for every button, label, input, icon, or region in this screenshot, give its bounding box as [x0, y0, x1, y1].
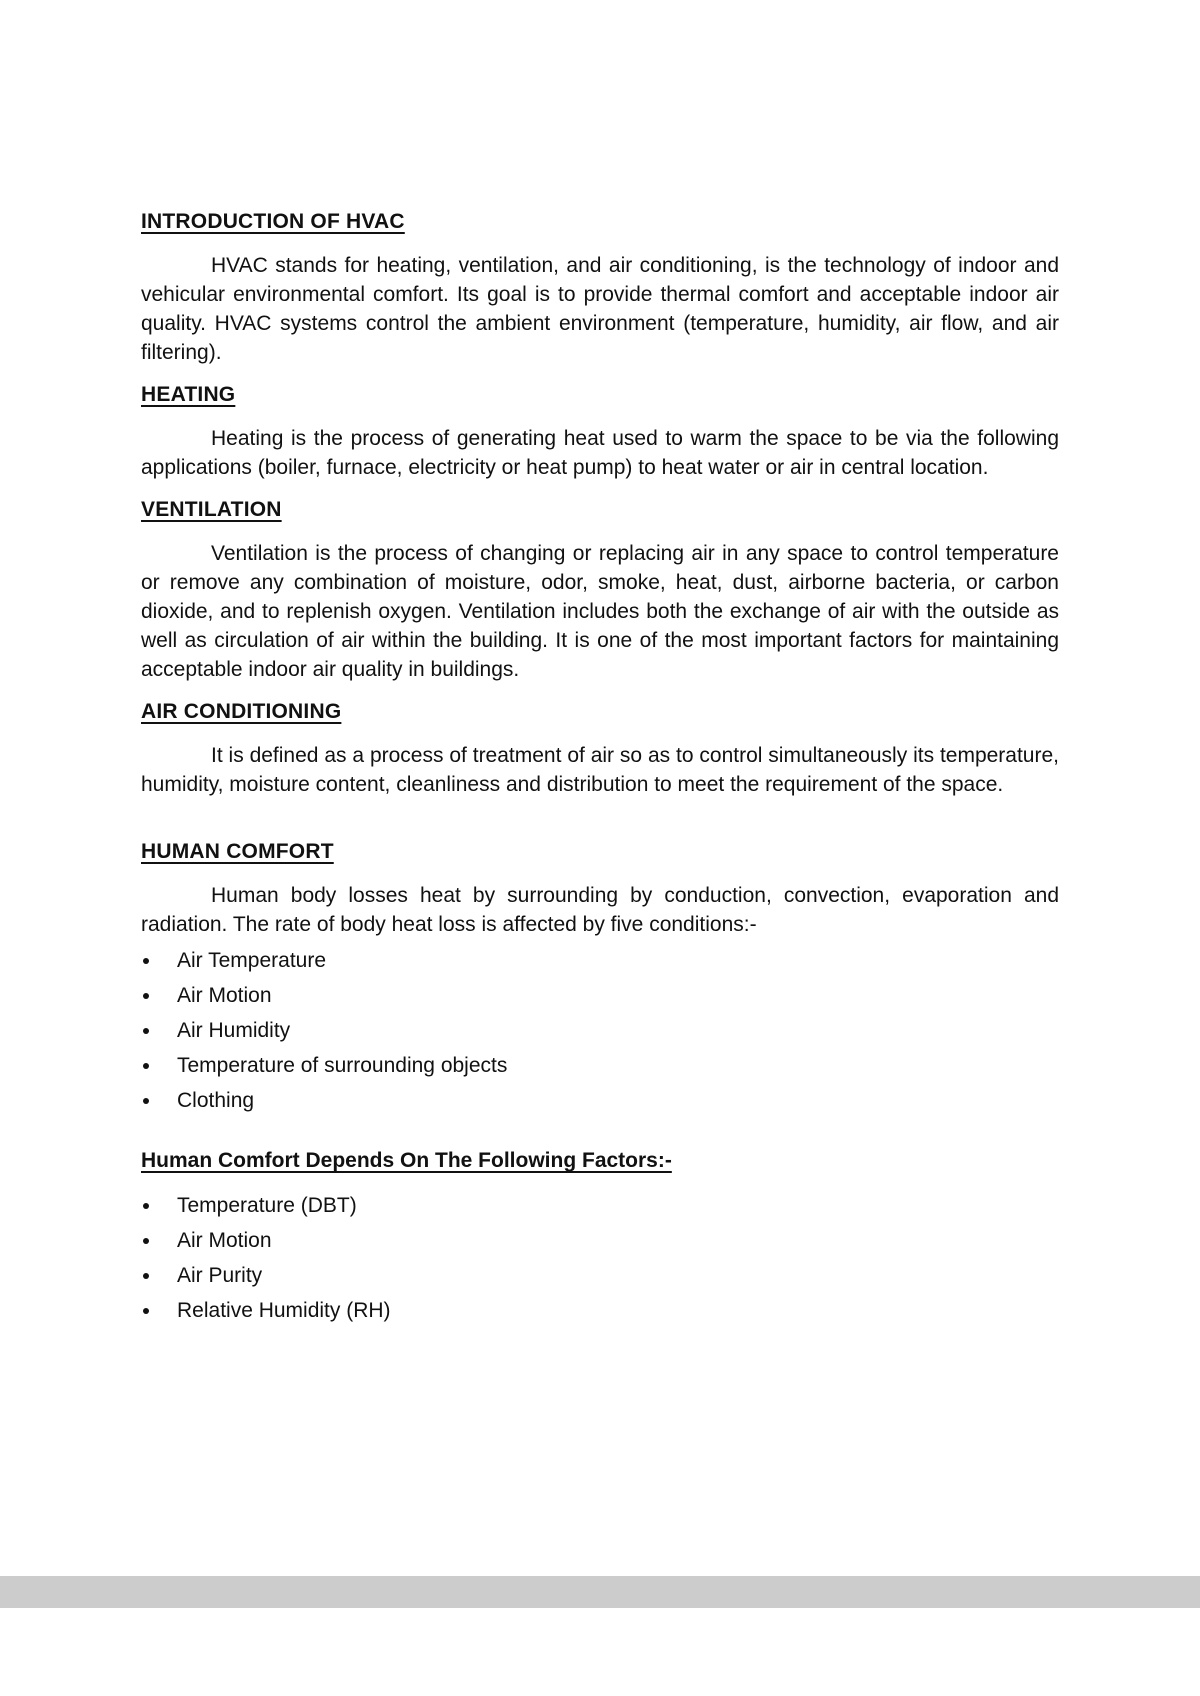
section-ventilation [141, 497, 1059, 684]
bullet-icon [143, 1238, 149, 1244]
heading-introduction: INTRODUCTION OF HVAC [141, 210, 405, 233]
heading-heating: HEATING [141, 383, 236, 406]
list-item-label: Air Humidity [177, 1019, 291, 1042]
bullet-icon [143, 1273, 149, 1279]
bullet-icon [143, 1308, 149, 1314]
list-item-label: Relative Humidity (RH) [177, 1299, 391, 1322]
list-item [141, 978, 1059, 1013]
list-item [141, 1083, 1059, 1118]
list-item [141, 1013, 1059, 1048]
paragraph-ventilation: Ventilation is the process of changing or replacing air in any space to control temperature or remove any combination of moisture, odor, smoke, heat, dust, airborne bacteria, or carbon dioxide, and to replenish oxygen. Ventilation includes both the exchange of air with the outside as well as circulation of air within the building. It is one of the most important factors for maintaining acceptable indoor air quality in buildings. [141, 542, 1059, 681]
subheading-comfort-factors: Human Comfort Depends On The Following Factors:- [141, 1149, 672, 1172]
list-item [141, 943, 1059, 978]
list-item-label: Air Motion [177, 984, 272, 1007]
paragraph-heating: Heating is the process of generating heat used to warm the space to be via the following applications (boiler, furnace, electricity or heat pump) to heat water or air in central location. [141, 427, 1059, 479]
section-introduction [141, 209, 1059, 367]
heading-ventilation: VENTILATION [141, 498, 282, 521]
list-item-label: Air Motion [177, 1229, 272, 1252]
list-item-label: Air Purity [177, 1264, 263, 1287]
list-item-label: Temperature (DBT) [177, 1194, 357, 1217]
bullet-icon [143, 958, 149, 964]
bullet-icon [143, 1063, 149, 1069]
bullet-icon [143, 993, 149, 999]
list-item [141, 1293, 1059, 1328]
bullet-icon [143, 1098, 149, 1104]
list-item [141, 1188, 1059, 1223]
list-item-label: Clothing [177, 1089, 255, 1112]
list-item-label: Air Temperature [177, 949, 327, 972]
list-item [141, 1223, 1059, 1258]
heading-human-comfort: HUMAN COMFORT [141, 840, 334, 863]
bullet-icon [143, 1028, 149, 1034]
list-item [141, 1048, 1059, 1083]
conditions-list [141, 943, 1059, 1118]
list-item [141, 1258, 1059, 1293]
section-air-conditioning [141, 699, 1059, 799]
heading-air-conditioning: AIR CONDITIONING [141, 700, 342, 723]
list-item-label: Temperature of surrounding objects [177, 1054, 508, 1077]
page-footer-bar [0, 1576, 1200, 1608]
bullet-icon [143, 1203, 149, 1209]
section-heating [141, 382, 1059, 482]
factors-list [141, 1188, 1059, 1328]
document-page [141, 209, 1059, 1343]
section-human-comfort [141, 839, 1059, 1328]
paragraph-air-conditioning: It is defined as a process of treatment of air so as to control simultaneously its temperature, humidity, moisture content, cleanliness and distribution to meet the requirement of the space. [141, 744, 1059, 796]
paragraph-introduction: HVAC stands for heating, ventilation, and air conditioning, is the technology of indoor and vehicular environmental comfort. Its goal is to provide thermal comfort and acceptable indoor air quality. HVAC systems control the ambient environment (temperature, humidity, air flow, and air filtering). [141, 254, 1059, 364]
paragraph-human-comfort: Human body losses heat by surrounding by conduction, convection, evaporation and radiation. The rate of body heat loss is affected by five conditions:- [141, 884, 1059, 936]
